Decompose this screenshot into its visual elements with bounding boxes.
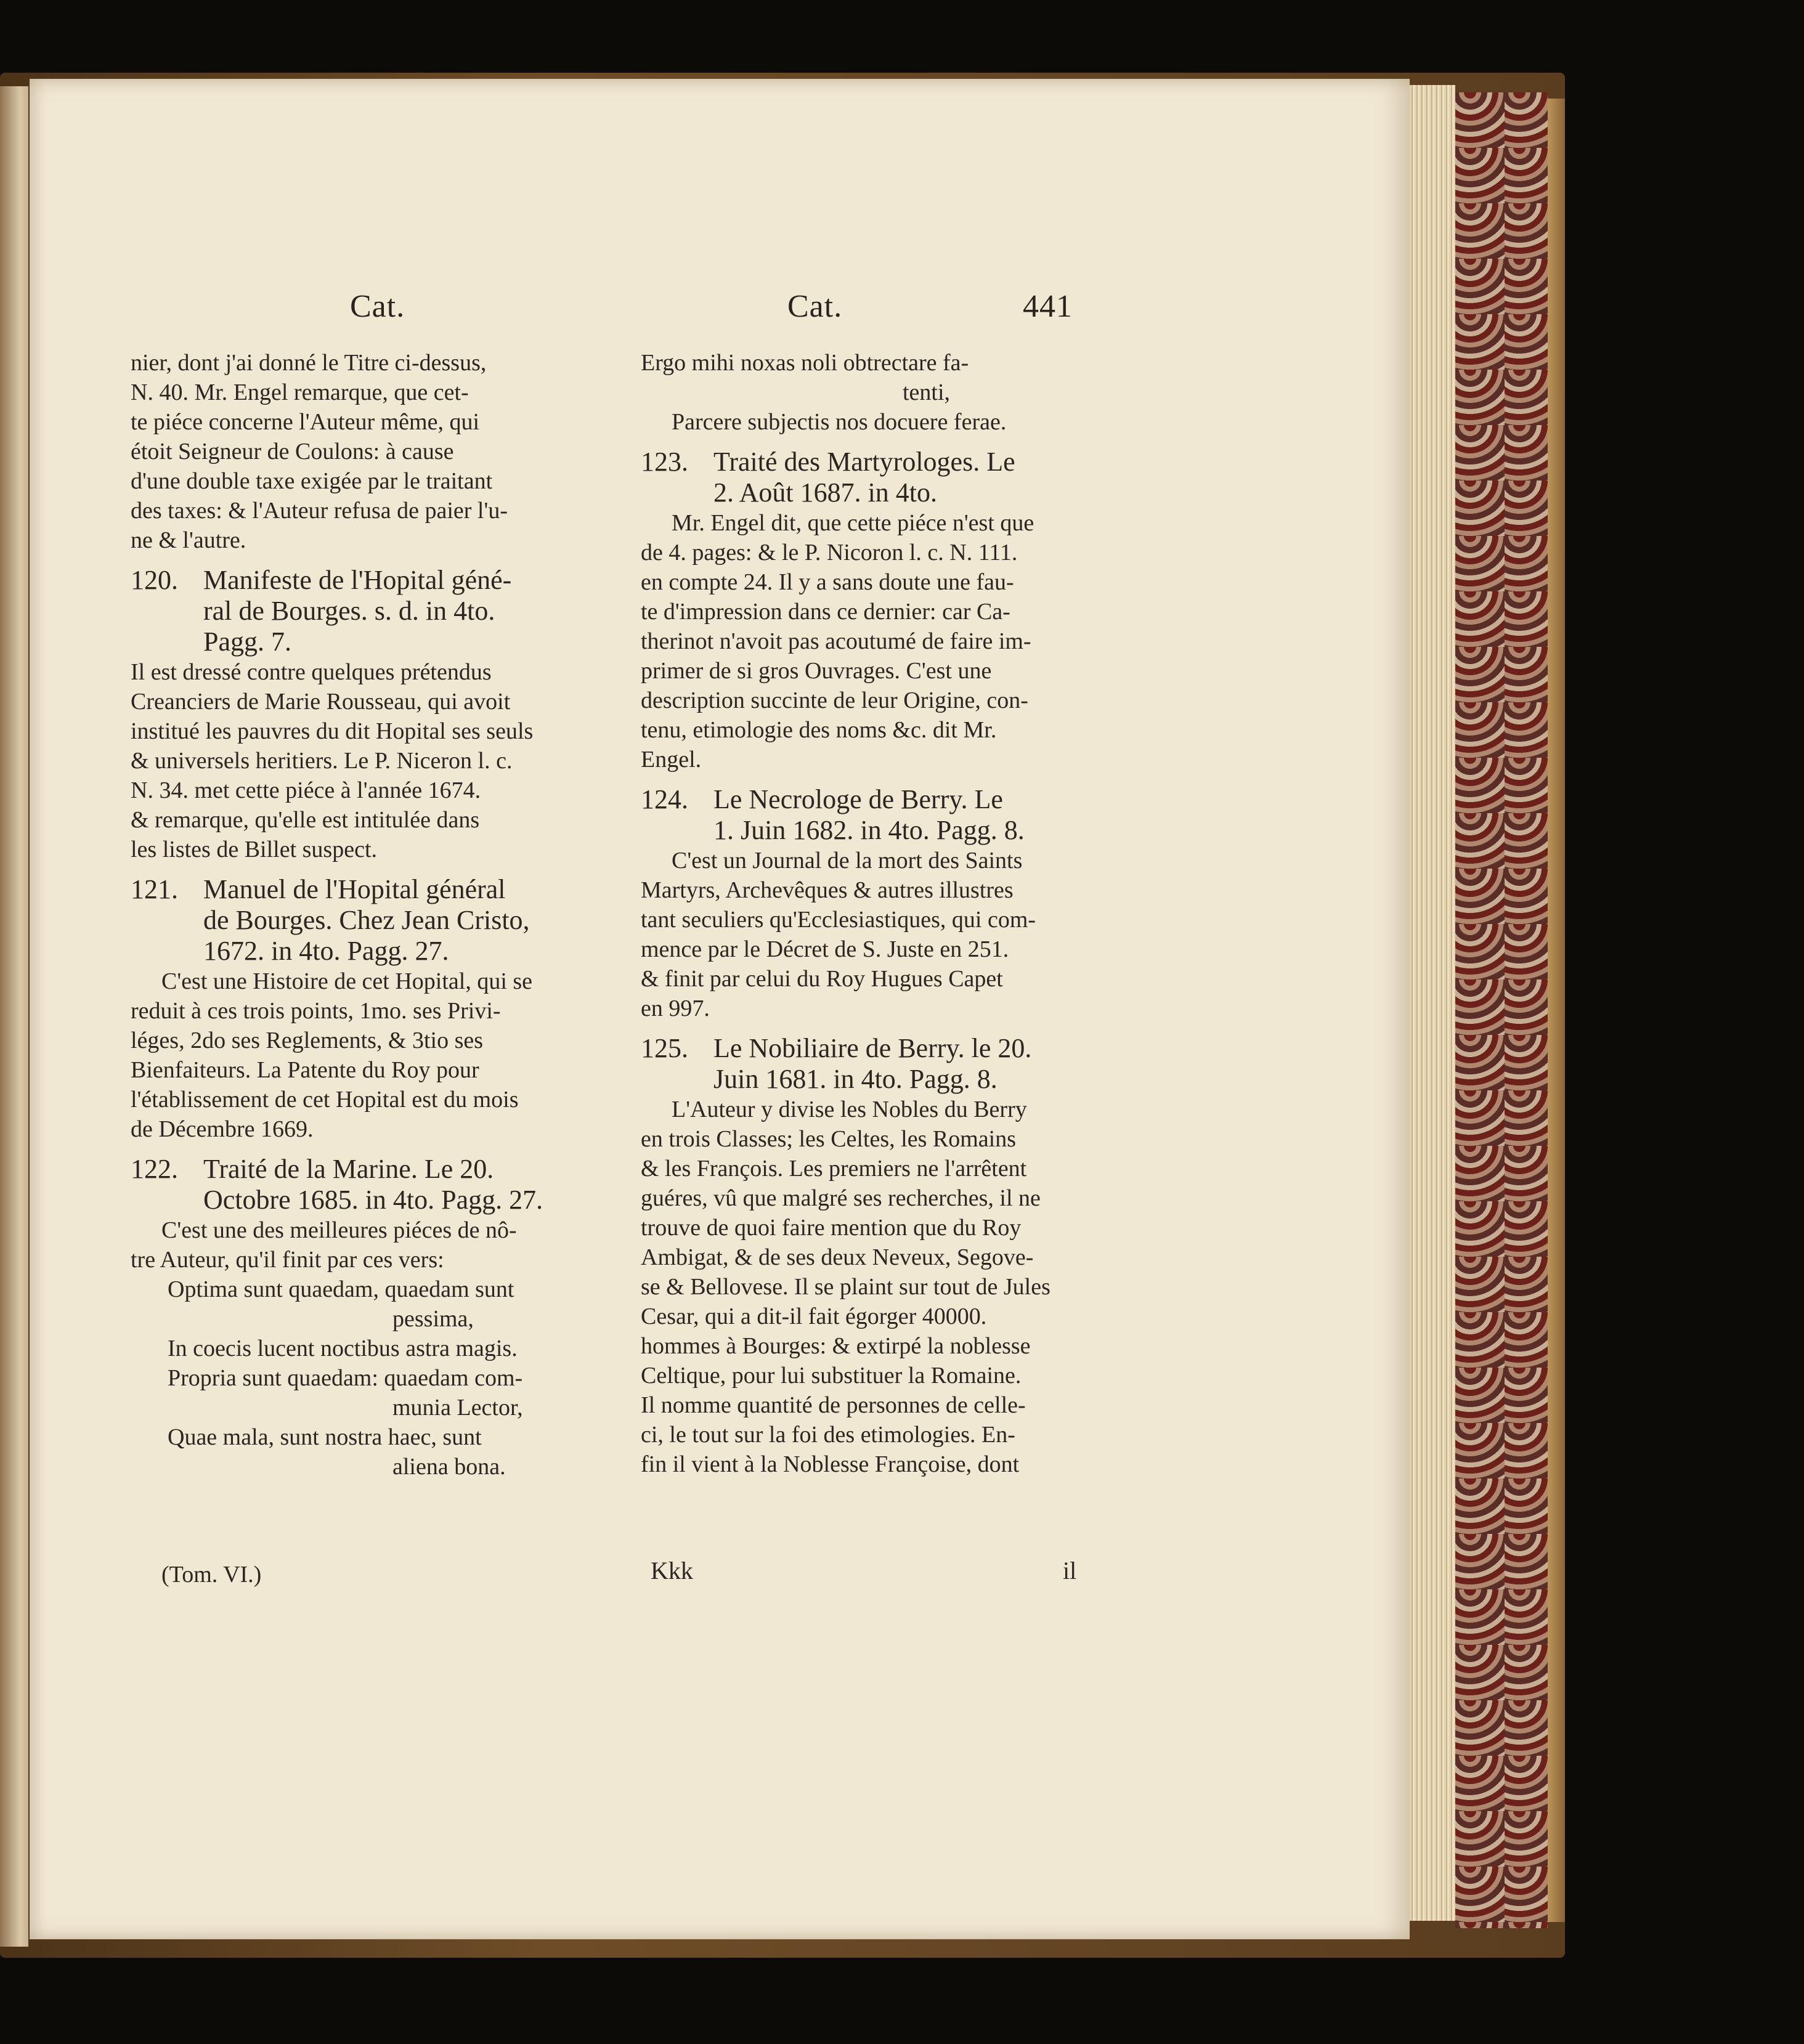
text-line: nier, dont j'ai donné le Titre ci-dessus, bbox=[131, 350, 487, 376]
text-line: tant seculiers qu'Ecclesiastiques, qui com- bbox=[641, 907, 1036, 933]
text-line: Martyrs, Archevêques & autres illustres bbox=[641, 877, 1014, 903]
entry-title-text: Manuel de l'Hopital général bbox=[203, 874, 506, 904]
text-line: & universels heritiers. Le P. Niceron l. c. bbox=[131, 748, 513, 774]
entry-title-text: Traité des Martyrologes. Le bbox=[713, 447, 1015, 477]
text-line: ci, le tout sur la foi des etimologies. En- bbox=[641, 1422, 1015, 1448]
entry-title-text: Manifeste de l'Hopital géné- bbox=[203, 565, 512, 595]
text-line: ral de Bourges. s. d. in 4to. bbox=[203, 596, 495, 626]
text-line: Il nomme quantité de personnes de celle- bbox=[641, 1392, 1026, 1418]
text-line: 1. Juin 1682. in 4to. Pagg. 8. bbox=[713, 815, 1025, 845]
entry-number: 121. bbox=[131, 874, 178, 904]
facing-page-edge bbox=[0, 86, 28, 1947]
text-line: Ambigat, & de ses deux Neveux, Segove- bbox=[641, 1244, 1034, 1270]
text-line: l'établissement de cet Hopital est du mois bbox=[131, 1087, 519, 1113]
text-line: de Décembre 1669. bbox=[131, 1116, 314, 1142]
entry-title bbox=[131, 874, 588, 905]
text-line: aliena bona. bbox=[392, 1454, 506, 1480]
paragraph-gap bbox=[641, 437, 1083, 447]
text-line: primer de si gros Ouvrages. C'est une bbox=[641, 658, 992, 684]
text-line: C'est une Histoire de cet Hopital, qui se bbox=[161, 968, 533, 994]
text-line: Pagg. 7. bbox=[203, 627, 291, 657]
text-line: C'est une des meilleures piéces de nô- bbox=[161, 1217, 517, 1243]
paragraph-gap bbox=[641, 1023, 1083, 1033]
text-line: les listes de Billet suspect. bbox=[131, 837, 378, 862]
text-line: L'Auteur y divise les Nobles du Berry bbox=[672, 1097, 1027, 1122]
entry-title bbox=[641, 447, 1083, 477]
text-line: therinot n'avoit pas acoutumé de faire im- bbox=[641, 628, 1031, 654]
text-line: en trois Classes; les Celtes, les Romains bbox=[641, 1126, 1017, 1152]
entry-title-text: Traité de la Marine. Le 20. bbox=[203, 1154, 494, 1184]
text-line: étoit Seigneur de Coulons: à cause bbox=[131, 439, 454, 464]
text-line: tenu, etimologie des noms &c. dit Mr. bbox=[641, 717, 997, 743]
entry-title bbox=[131, 1154, 588, 1185]
text-line: N. 34. met cette piéce à l'année 1674. bbox=[131, 777, 481, 803]
text-line: fin il vient à la Noblesse Françoise, dont bbox=[641, 1451, 1020, 1477]
entry-title-text: Le Nobiliaire de Berry. le 20. bbox=[713, 1033, 1032, 1063]
entry-title bbox=[131, 565, 588, 596]
running-head-right: Cat. bbox=[787, 289, 843, 324]
text-line: N. 40. Mr. Engel remarque, que cet- bbox=[131, 379, 469, 405]
text-line: mence par le Décret de S. Juste en 251. bbox=[641, 936, 1009, 962]
text-line: d'une double taxe exigée par le traitant bbox=[131, 468, 493, 494]
cover-edge bbox=[1548, 99, 1565, 1922]
entry-number: 125. bbox=[641, 1033, 688, 1063]
text-line: Quae mala, sunt nostra haec, sunt bbox=[168, 1424, 482, 1450]
text-line: Optima sunt quaedam, quaedam sunt bbox=[168, 1276, 514, 1302]
entry-title bbox=[641, 1033, 1083, 1064]
paragraph-gap bbox=[131, 1144, 588, 1154]
text-line: en compte 24. Il y a sans doute une fau- bbox=[641, 569, 1014, 595]
page-number: 441 bbox=[1023, 289, 1073, 324]
text-line: In coecis lucent noctibus astra magis. bbox=[168, 1336, 518, 1361]
text-line: de Bourges. Chez Jean Cristo, bbox=[203, 905, 530, 935]
text-line: des taxes: & l'Auteur refusa de paier l'u- bbox=[131, 498, 508, 524]
text-line: de 4. pages: & le P. Nicoron l. c. N. 111. bbox=[641, 540, 1018, 566]
text-line: 2. Août 1687. in 4to. bbox=[713, 477, 938, 508]
text-line: & finit par celui du Roy Hugues Capet bbox=[641, 966, 1003, 992]
text-line: hommes à Bourges: & extirpé la noblesse bbox=[641, 1333, 1031, 1359]
right-text-column bbox=[641, 348, 1083, 1479]
text-line: institué les pauvres du dit Hopital ses seuls bbox=[131, 718, 534, 744]
entry-number: 123. bbox=[641, 447, 688, 477]
text-line: trouve de quoi faire mention que du Roy bbox=[641, 1215, 1022, 1241]
text-line: Mr. Engel dit, que cette piéce n'est que bbox=[672, 510, 1034, 536]
running-head-left: Cat. bbox=[350, 289, 405, 324]
entry-title-text: Le Necrologe de Berry. Le bbox=[713, 784, 1003, 814]
text-line: Octobre 1685. in 4to. Pagg. 27. bbox=[203, 1185, 543, 1215]
text-line: reduit à ces trois points, 1mo. ses Privi- bbox=[131, 998, 501, 1024]
text-line: Engel. bbox=[641, 747, 702, 773]
entry-title bbox=[641, 784, 1083, 815]
marbled-endpaper bbox=[1455, 92, 1548, 1928]
catchword: il bbox=[1063, 1557, 1077, 1584]
text-line: Celtique, pour lui substituer la Romaine. bbox=[641, 1363, 1022, 1389]
text-line: guéres, vû que malgré ses recherches, il ne bbox=[641, 1185, 1041, 1211]
text-line: description succinte de leur Origine, con- bbox=[641, 687, 1028, 713]
text-line: ne & l'autre. bbox=[131, 527, 246, 553]
paragraph-gap bbox=[641, 774, 1083, 784]
paragraph-gap bbox=[131, 864, 588, 874]
entry-number: 120. bbox=[131, 565, 178, 595]
text-line: Bienfaiteurs. La Patente du Roy pour bbox=[131, 1057, 479, 1083]
text-line: 1672. in 4to. Pagg. 27. bbox=[203, 936, 449, 966]
volume-note: (Tom. VI.) bbox=[161, 1562, 262, 1588]
signature-mark: Kkk bbox=[651, 1557, 693, 1584]
text-line: Juin 1681. in 4to. Pagg. 8. bbox=[713, 1064, 997, 1094]
entry-number: 124. bbox=[641, 784, 688, 814]
text-line: te piéce concerne l'Auteur même, qui bbox=[131, 409, 480, 435]
text-line: tenti, bbox=[903, 379, 951, 405]
text-line: Ergo mihi noxas noli obtrectare fa- bbox=[641, 350, 969, 376]
page-block-edges bbox=[1410, 85, 1455, 1921]
text-line: Creanciers de Marie Rousseau, qui avoit bbox=[131, 689, 511, 715]
entry-number: 122. bbox=[131, 1154, 178, 1184]
text-line: en 997. bbox=[641, 996, 710, 1021]
text-line: & les François. Les premiers ne l'arrêtent bbox=[641, 1156, 1027, 1182]
text-line: C'est un Journal de la mort des Saints bbox=[672, 848, 1023, 874]
text-line: léges, 2do ses Reglements, & 3tio ses bbox=[131, 1028, 484, 1053]
text-line: se & Bellovese. Il se plaint sur tout de Jules bbox=[641, 1274, 1050, 1300]
text-line: te d'impression dans ce dernier: car Ca- bbox=[641, 599, 1010, 625]
text-line: Cesar, qui a dit-il fait égorger 40000. bbox=[641, 1304, 987, 1329]
text-line: pessima, bbox=[392, 1306, 474, 1332]
text-line: Propria sunt quaedam: quaedam com- bbox=[168, 1365, 523, 1391]
left-text-column bbox=[131, 348, 588, 1482]
text-line: & remarque, qu'elle est intitulée dans bbox=[131, 807, 480, 833]
text-line: munia Lector, bbox=[392, 1395, 523, 1421]
paragraph-gap bbox=[131, 555, 588, 565]
text-line: tre Auteur, qu'il finit par ces vers: bbox=[131, 1247, 444, 1273]
text-line: Parcere subjectis nos docuere ferae. bbox=[672, 409, 1007, 435]
text-line: Il est dressé contre quelques prétendus bbox=[131, 659, 492, 685]
